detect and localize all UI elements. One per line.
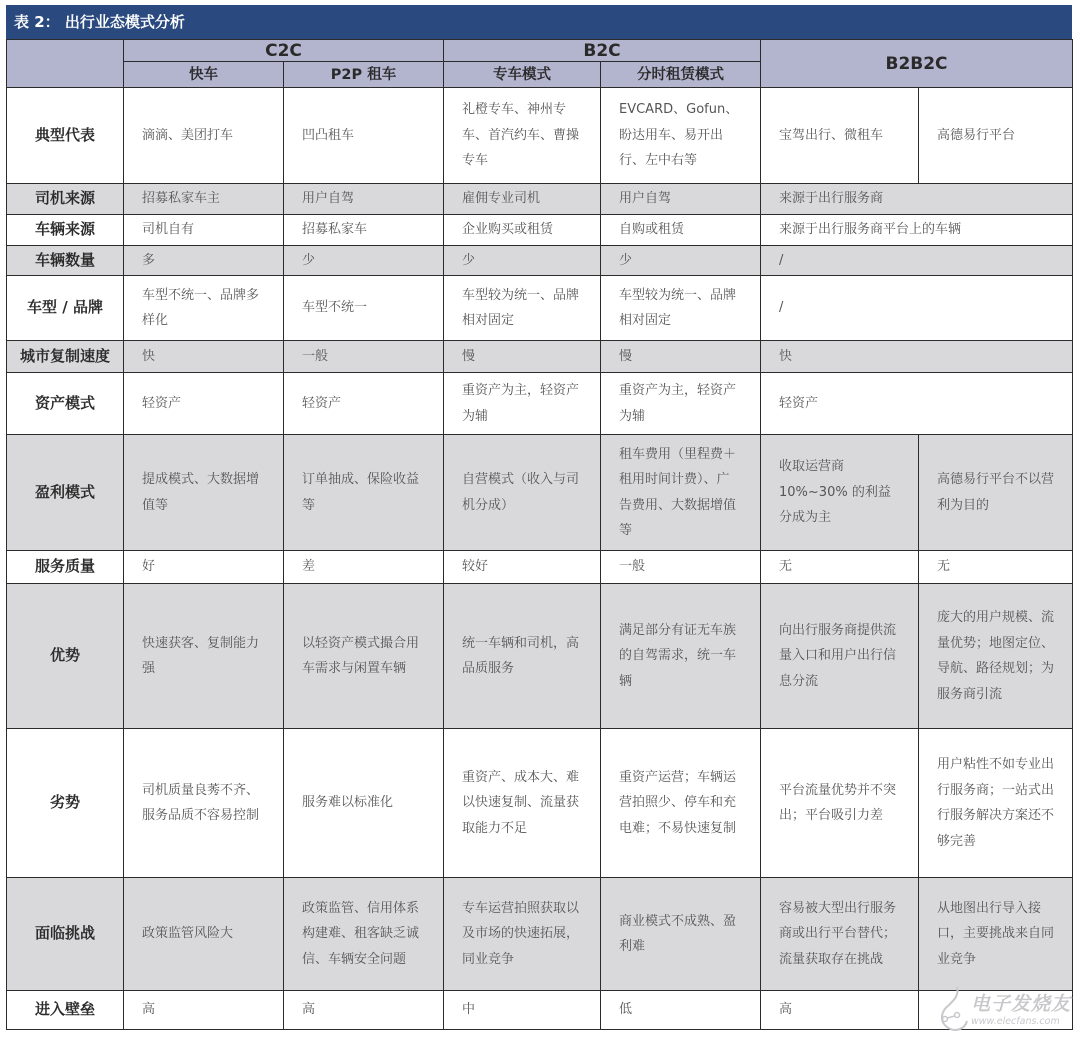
table-cell: 一般 bbox=[284, 341, 444, 373]
table-cell: 政策监管风险大 bbox=[124, 878, 284, 991]
table-cell: 政策监管、信用体系构建难、租客缺乏诚信、车辆安全问题 bbox=[284, 878, 444, 991]
table-cell: 高 bbox=[124, 991, 284, 1030]
table-cell: 一般 bbox=[601, 551, 761, 584]
table-cell: 满足部分有证无车族的自驾需求，统一车辆 bbox=[601, 584, 761, 729]
subheader-express: 快车 bbox=[124, 62, 284, 88]
row-header: 服务质量 bbox=[7, 551, 124, 584]
table-cell: 慢 bbox=[444, 341, 601, 373]
table-cell: 以轻资产模式撮合用车需求与闲置车辆 bbox=[284, 584, 444, 729]
table-cell: 高德易行平台 bbox=[919, 88, 1073, 184]
subheader-timeshare-rental: 分时租赁模式 bbox=[601, 62, 761, 88]
table-row bbox=[7, 215, 1073, 246]
watermark-logo-text: 电子发烧友 bbox=[971, 993, 1072, 1015]
table-cell: 用户自驾 bbox=[601, 184, 761, 215]
table-cell: 提成模式、大数据增值等 bbox=[124, 435, 284, 551]
table-cell: 车型不统一 bbox=[284, 276, 444, 341]
table-cell: 统一车辆和司机，高品质服务 bbox=[444, 584, 601, 729]
row-header: 典型代表 bbox=[7, 88, 124, 184]
table-cell: 平台流量优势并不突出；平台吸引力差 bbox=[761, 729, 919, 878]
corner-header bbox=[7, 40, 124, 88]
table-cell: 滴滴、美团打车 bbox=[124, 88, 284, 184]
group-header-b2c: B2C bbox=[444, 40, 761, 62]
table-row bbox=[7, 341, 1073, 373]
table-cell: 多 bbox=[124, 246, 284, 276]
table-row bbox=[7, 184, 1073, 215]
table-cell: 重资产运营；车辆运营拍照少、停车和充电难；不易快速复制 bbox=[601, 729, 761, 878]
table-figure bbox=[6, 5, 1072, 1030]
group-header-c2c: C2C bbox=[124, 40, 444, 62]
table-cell bbox=[919, 991, 1073, 1030]
table-cell: 向出行服务商提供流量入口和用户出行信息分流 bbox=[761, 584, 919, 729]
table-body bbox=[7, 88, 1073, 1030]
table-row bbox=[7, 878, 1073, 991]
table-row bbox=[7, 991, 1073, 1030]
table-cell: 招募私家车主 bbox=[124, 184, 284, 215]
table-cell: 收取运营商 10%~30% 的利益分成为主 bbox=[761, 435, 919, 551]
table-cell: 容易被大型出行服务商或出行平台替代；流量获取存在挑战 bbox=[761, 878, 919, 991]
table-cell: 轻资产 bbox=[284, 373, 444, 435]
table-cell: 好 bbox=[124, 551, 284, 584]
table-cell: 快 bbox=[124, 341, 284, 373]
table-cell: 用户粘性不如专业出行服务商；一站式出行服务解决方案还不够完善 bbox=[919, 729, 1073, 878]
table-cell: 低 bbox=[601, 991, 761, 1030]
table-title: 表 2： 出行业态模式分析 bbox=[6, 5, 1072, 39]
table-cell: 雇佣专业司机 bbox=[444, 184, 601, 215]
table-cell: 较好 bbox=[444, 551, 601, 584]
table-cell: 无 bbox=[919, 551, 1073, 584]
table-cell: 来源于出行服务商 bbox=[761, 184, 1073, 215]
table-cell: 车型不统一、品牌多样化 bbox=[124, 276, 284, 341]
table-cell: 商业模式不成熟、盈利难 bbox=[601, 878, 761, 991]
business-model-table bbox=[6, 39, 1073, 1030]
table-row bbox=[7, 373, 1073, 435]
table-cell: 自购或租赁 bbox=[601, 215, 761, 246]
subheader-p2p-rental: P2P 租车 bbox=[284, 62, 444, 88]
table-cell: 车型较为统一、品牌相对固定 bbox=[601, 276, 761, 341]
table-cell: 轻资产 bbox=[761, 373, 1073, 435]
table-cell: 用户自驾 bbox=[284, 184, 444, 215]
table-cell: 服务难以标准化 bbox=[284, 729, 444, 878]
table-cell: 高 bbox=[284, 991, 444, 1030]
table-cell: 司机自有 bbox=[124, 215, 284, 246]
table-cell: 专车运营拍照获取以及市场的快速拓展，同业竞争 bbox=[444, 878, 601, 991]
table-cell: 重资产为主，轻资产为辅 bbox=[601, 373, 761, 435]
row-header: 优势 bbox=[7, 584, 124, 729]
table-row bbox=[7, 88, 1073, 184]
table-row bbox=[7, 729, 1073, 878]
table-cell: 差 bbox=[284, 551, 444, 584]
table-row bbox=[7, 435, 1073, 551]
table-row bbox=[7, 276, 1073, 341]
table-cell: 租车费用（里程费＋租用时间计费）、广告费用、大数据增值等 bbox=[601, 435, 761, 551]
row-header: 车型 / 品牌 bbox=[7, 276, 124, 341]
table-cell: 快 bbox=[761, 341, 1073, 373]
row-header: 盈利模式 bbox=[7, 435, 124, 551]
table-cell: 来源于出行服务商平台上的车辆 bbox=[761, 215, 1073, 246]
table-row bbox=[7, 584, 1073, 729]
table-cell: 庞大的用户规模、流量优势；地图定位、导航、路径规划；为服务商引流 bbox=[919, 584, 1073, 729]
table-cell: 中 bbox=[444, 991, 601, 1030]
table-cell: 高德易行平台不以营利为目的 bbox=[919, 435, 1073, 551]
row-header: 面临挑战 bbox=[7, 878, 124, 991]
table-cell: EVCARD、Gofun、盼达用车、易开出行、左中右等 bbox=[601, 88, 761, 184]
group-header-b2b2c: B2B2C bbox=[761, 40, 1073, 88]
table-cell: 快速获客、复制能力强 bbox=[124, 584, 284, 729]
row-header: 城市复制速度 bbox=[7, 341, 124, 373]
table-cell: 企业购买或租赁 bbox=[444, 215, 601, 246]
subheader-premium-car: 专车模式 bbox=[444, 62, 601, 88]
table-cell: 凹凸租车 bbox=[284, 88, 444, 184]
table-cell: 招募私家车 bbox=[284, 215, 444, 246]
table-cell: 车型较为统一、品牌相对固定 bbox=[444, 276, 601, 341]
table-cell: 慢 bbox=[601, 341, 761, 373]
table-cell: 从地图出行导入接口，主要挑战来自同业竞争 bbox=[919, 878, 1073, 991]
table-cell: 少 bbox=[284, 246, 444, 276]
table-cell: 重资产为主，轻资产为辅 bbox=[444, 373, 601, 435]
watermark-url: www.elecfans.com bbox=[971, 1016, 1060, 1027]
row-header: 资产模式 bbox=[7, 373, 124, 435]
table-cell: 少 bbox=[444, 246, 601, 276]
table-cell: 高 bbox=[761, 991, 919, 1030]
table-cell: 无 bbox=[761, 551, 919, 584]
table-cell: 宝驾出行、微租车 bbox=[761, 88, 919, 184]
table-row bbox=[7, 246, 1073, 276]
table-cell: 司机质量良莠不齐、服务品质不容易控制 bbox=[124, 729, 284, 878]
row-header: 车辆数量 bbox=[7, 246, 124, 276]
table-cell: / bbox=[761, 246, 1073, 276]
table-cell: / bbox=[761, 276, 1073, 341]
table-cell: 少 bbox=[601, 246, 761, 276]
row-header: 司机来源 bbox=[7, 184, 124, 215]
table-cell: 重资产、成本大、难以快速复制、流量获取能力不足 bbox=[444, 729, 601, 878]
table-cell: 订单抽成、保险收益等 bbox=[284, 435, 444, 551]
table-cell: 自营模式（收入与司机分成） bbox=[444, 435, 601, 551]
table-cell: 轻资产 bbox=[124, 373, 284, 435]
row-header: 劣势 bbox=[7, 729, 124, 878]
row-header: 进入壁垒 bbox=[7, 991, 124, 1030]
table-row bbox=[7, 551, 1073, 584]
table-cell: 礼橙专车、神州专车、首汽约车、曹操专车 bbox=[444, 88, 601, 184]
row-header: 车辆来源 bbox=[7, 215, 124, 246]
